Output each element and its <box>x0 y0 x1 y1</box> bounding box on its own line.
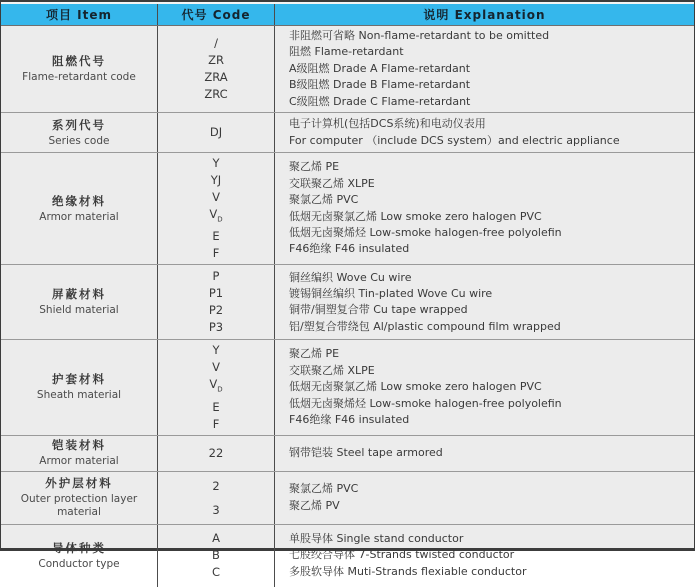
explanation-line: B级阻燃 Drade B Flame-retardant <box>289 78 471 92</box>
explanation-line: 多股软导体 Muti-Strands flexiable conductor <box>289 564 527 578</box>
code-value: P3 <box>208 320 224 335</box>
explanation-cell <box>275 153 694 264</box>
table-row <box>1 436 694 472</box>
code-value: F <box>212 416 220 431</box>
code-cell <box>158 525 275 587</box>
item-label-en: Armor material <box>39 210 119 223</box>
explanation-line: 聚乙烯 PV <box>289 498 340 512</box>
code-value: Y <box>212 343 220 358</box>
explanation-cell <box>275 472 694 524</box>
item-label-en: Sheath material <box>36 389 122 402</box>
item-label-cn: 绝缘材料 <box>52 193 106 208</box>
table-row <box>1 472 694 525</box>
explanation-line: 低烟无卤聚氯乙烯 Low smoke zero halogen PVC <box>289 380 542 394</box>
header-code: 代号 Code <box>158 4 275 25</box>
item-label-cn: 系列代号 <box>52 117 106 132</box>
item-label-en: Armor material <box>39 455 119 468</box>
explanation-line: 聚乙烯 PE <box>289 347 340 361</box>
code-value: $V_D$ <box>209 207 223 224</box>
item-label-cn: 导体种类 <box>52 540 106 555</box>
explanation-line: 低烟无卤聚氯乙烯 Low smoke zero halogen PVC <box>289 209 542 223</box>
explanation-line: 聚乙烯 PE <box>289 160 340 174</box>
table-row <box>1 340 694 435</box>
code-value: ZRC <box>204 87 228 102</box>
code-value: E <box>212 229 220 244</box>
item-label-en: Conductor type <box>38 557 120 570</box>
explanation-line: 单股导体 Single stand conductor <box>289 532 464 546</box>
explanation-line: A级阻燃 Drade A Flame-retardant <box>289 61 471 75</box>
explanation-cell <box>275 26 694 112</box>
code-value: P <box>212 269 220 284</box>
item-cell <box>1 153 158 264</box>
explanation-cell <box>275 436 694 471</box>
item-label-cn: 铠装材料 <box>52 438 106 453</box>
code-value: ZRA <box>204 70 228 85</box>
explanation-line: 铝/塑复合带绕包 Al/plastic compound film wrapped <box>289 319 561 333</box>
table-body <box>1 26 694 587</box>
item-label-cn: 外护层材料 <box>45 476 113 491</box>
code-value: P1 <box>208 286 224 301</box>
item-label-cn: 护套材料 <box>52 372 106 387</box>
item-label-en: Outer protection layer material <box>20 493 138 519</box>
item-label-cn: 阻燃代号 <box>52 54 106 69</box>
code-value: 2 <box>212 478 220 493</box>
code-value: 3 <box>212 502 220 517</box>
code-value: 22 <box>208 445 224 460</box>
code-cell <box>158 340 275 434</box>
item-label-en: Series code <box>48 134 110 147</box>
code-cell <box>158 26 275 112</box>
code-value: DJ <box>209 125 223 140</box>
explanation-line: 交联聚乙烯 XLPE <box>289 176 375 190</box>
code-value: C <box>211 565 221 580</box>
code-value: A <box>212 531 220 546</box>
item-cell <box>1 265 158 339</box>
explanation-line: 非阻燃可省略 Non-flame-retardant to be omitted <box>289 29 550 42</box>
code-value: V <box>212 190 220 205</box>
explanation-line: 低烟无卤聚烯烃 Low-smoke halogen-free polyolefin <box>289 226 562 240</box>
code-value: P2 <box>208 303 224 318</box>
explanation-line: For computer （include DCS system）and electric appliance <box>289 133 620 147</box>
code-value: B <box>212 548 220 563</box>
code-value: V <box>212 360 220 375</box>
code-cell <box>158 265 275 339</box>
code-cell <box>158 472 275 524</box>
table-row <box>1 153 694 265</box>
explanation-line: 交联聚乙烯 XLPE <box>289 363 375 377</box>
explanation-line: 电子计算机(包括DCS系统)和电动仪表用 <box>289 117 486 131</box>
item-cell <box>1 525 158 587</box>
explanation-cell <box>275 525 694 587</box>
explanation-line: 低烟无卤聚烯烃 Low-smoke halogen-free polyolefin <box>289 396 562 410</box>
code-cell <box>158 436 275 471</box>
item-label-en: Shield material <box>39 304 119 317</box>
code-value: / <box>214 36 218 51</box>
code-value: ZR <box>208 53 224 68</box>
explanation-cell <box>275 265 694 339</box>
header-item: 项目 Item <box>1 4 158 25</box>
table-row <box>1 525 694 587</box>
explanation-line: 铜带/铜塑复合带 Cu tape wrapped <box>289 303 468 317</box>
explanation-line: F46绝缘 F46 insulated <box>289 242 410 256</box>
code-cell <box>158 153 275 264</box>
code-value: $V_D$ <box>209 377 223 394</box>
item-cell <box>1 340 158 434</box>
explanation-line: 镀锡铜丝编织 Tin-plated Wove Cu wire <box>289 286 493 300</box>
explanation-line: 钢带铠装 Steel tape armored <box>289 445 443 459</box>
item-cell <box>1 436 158 471</box>
item-label-cn: 屏蔽材料 <box>52 287 106 302</box>
table-row <box>1 113 694 153</box>
table-row <box>1 26 694 113</box>
explanation-cell <box>275 340 694 434</box>
explanation-line: 聚氯乙烯 PVC <box>289 482 359 496</box>
code-value: F <box>212 246 220 261</box>
item-cell <box>1 26 158 112</box>
explanation-line: 聚氯乙烯 PVC <box>289 193 359 207</box>
explanation-line: C级阻燃 Drade C Flame-retardant <box>289 94 471 108</box>
table-row <box>1 265 694 340</box>
explanation-cell <box>275 113 694 152</box>
header-explanation: 说明 Explanation <box>423 8 546 22</box>
code-cell <box>158 113 275 152</box>
code-value: E <box>212 399 220 414</box>
item-label-en: Flame-retardant code <box>22 71 136 84</box>
item-cell <box>1 472 158 524</box>
item-cell <box>1 113 158 152</box>
code-value: Y <box>212 156 220 171</box>
explanation-line: 阻燃 Flame-retardant <box>289 45 404 59</box>
code-value: YJ <box>210 173 222 188</box>
explanation-line: 七股绞合导体 7-Strands twisted conductor <box>289 548 515 562</box>
explanation-line: 铜丝编织 Wove Cu wire <box>289 270 412 284</box>
explanation-line: F46绝缘 F46 insulated <box>289 413 410 427</box>
table-header-row <box>1 2 694 26</box>
